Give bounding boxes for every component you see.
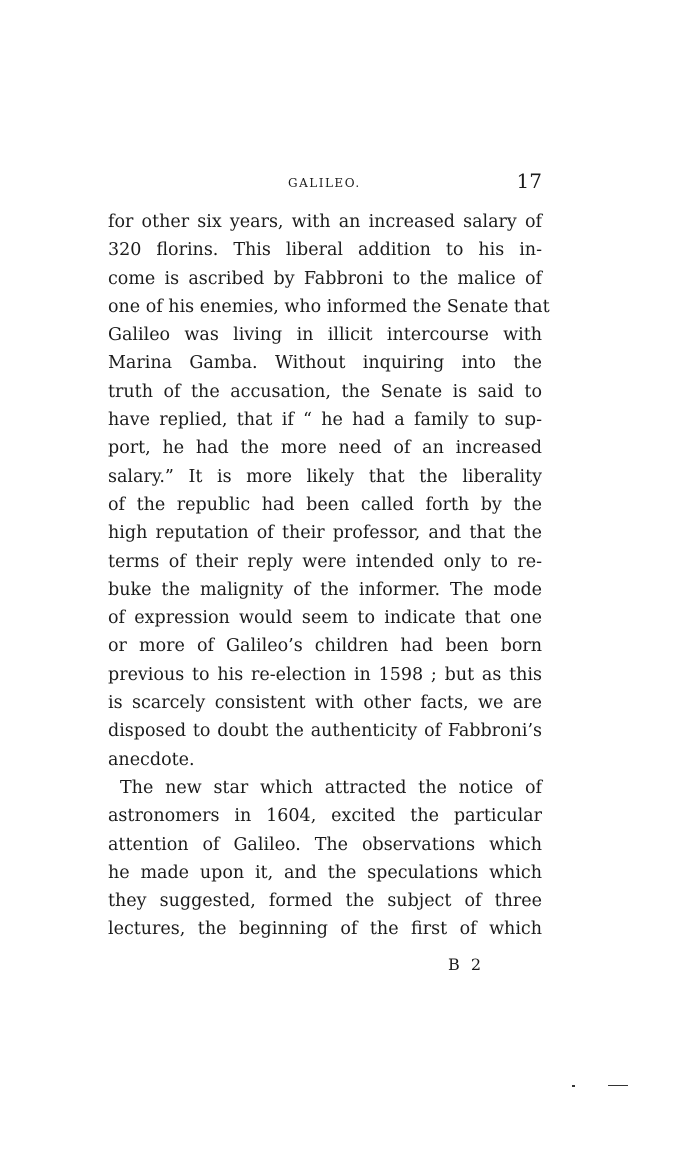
text-line: come is ascribed by Fabbroni to the malice of xyxy=(108,268,542,289)
text-line: they suggested, formed the subject of three xyxy=(108,891,542,912)
text-line: salary.” It is more likely that the liberality xyxy=(108,466,542,487)
text-line: previous to his re-election in 1598 ; but as this xyxy=(108,664,542,685)
text-line: one of his enemies, who informed the Senate that xyxy=(108,296,550,317)
text-line: disposed to doubt the authenticity of Fabbroni’s xyxy=(108,721,542,742)
text-line: anecdote. xyxy=(108,749,195,770)
text-line: or more of Galileo’s children had been born xyxy=(108,636,542,657)
signature-mark: B 2 xyxy=(448,955,485,974)
scan-dash xyxy=(608,1085,628,1086)
scan-dot xyxy=(572,1085,575,1087)
text-line: Marina Gamba. Without inquiring into the xyxy=(108,353,542,374)
page-header xyxy=(108,169,542,200)
paragraph-start-line: The new star which attracted the notice of xyxy=(120,777,542,798)
text-line: have replied, that if “ he had a family to sup- xyxy=(108,410,542,431)
text-line: of expression would seem to indicate that one xyxy=(108,608,542,629)
text-line: astronomers in 1604, excited the particular xyxy=(108,806,542,827)
text-line: is scarcely consistent with other facts, we are xyxy=(108,693,542,714)
text-line: of the republic had been called forth by the xyxy=(108,494,542,515)
page-number: 17 xyxy=(516,169,542,193)
scan-marks xyxy=(560,1085,630,1093)
text-line: he made upon it, and the speculations which xyxy=(108,862,542,883)
text-line: terms of their reply were intended only to re- xyxy=(108,551,542,572)
text-line: buke the malignity of the informer. The mode xyxy=(108,579,542,600)
text-line: attention of Galileo. The observations which xyxy=(108,834,542,855)
body-text xyxy=(108,208,550,944)
text-line: port, he had the more need of an increased xyxy=(108,438,542,459)
running-head: GALILEO. xyxy=(288,176,361,190)
text-line: lectures, the beginning of the first of which xyxy=(108,919,542,940)
text-line: Galileo was living in illicit intercourse with xyxy=(108,325,542,346)
text-line: high reputation of their professor, and that the xyxy=(108,523,542,544)
text-line: 320 florins. This liberal addition to his in- xyxy=(108,240,542,261)
text-line: for other six years, with an increased salary of xyxy=(108,212,542,232)
text-line: truth of the accusation, the Senate is said to xyxy=(108,381,542,402)
